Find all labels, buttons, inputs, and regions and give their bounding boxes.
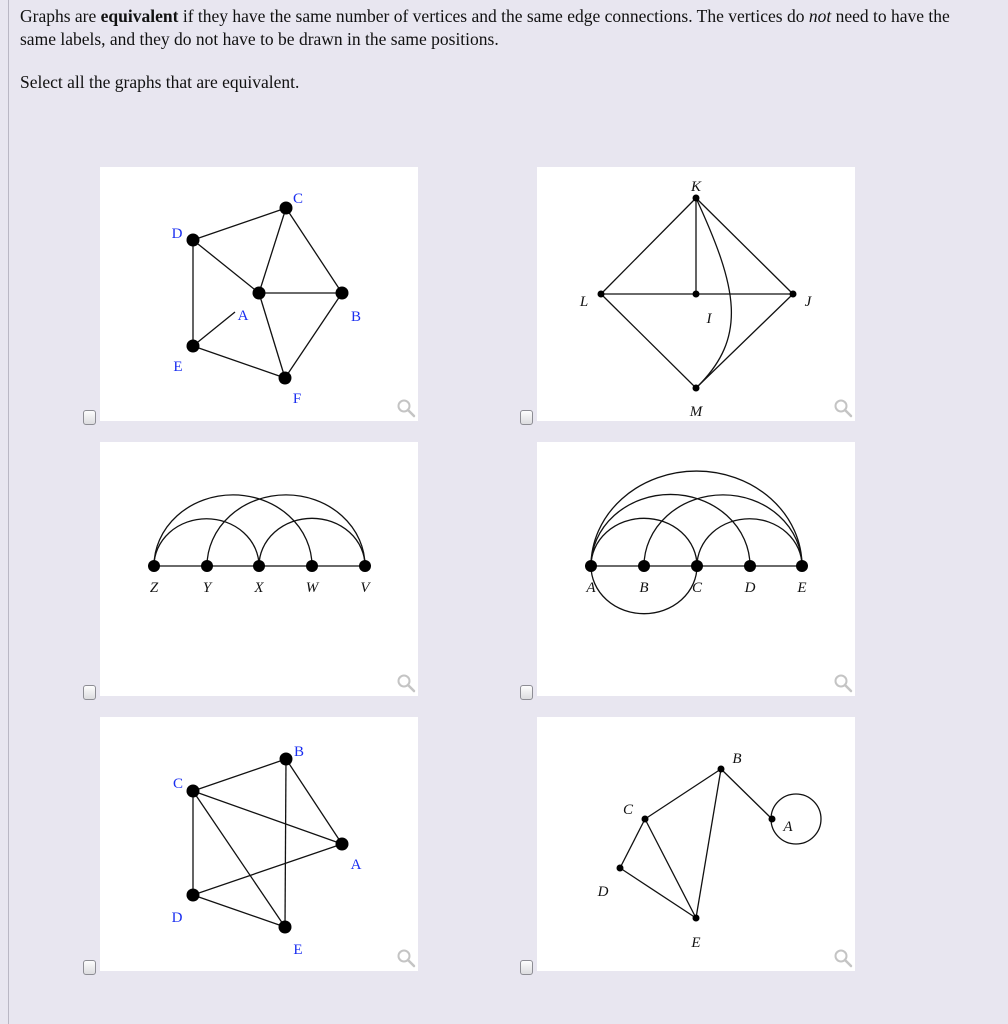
vertex-B [718,766,725,773]
vertex-C [642,816,649,823]
edge-A-F [259,293,285,378]
edge-B-E [285,759,286,927]
vertex-label-E: E [797,580,807,596]
edge-C-B [286,208,342,293]
vertex-label-C: C [172,776,184,792]
vertex-label-A: A [237,308,249,324]
vertex-label-B: B [732,751,742,767]
bold-term: equivalent [100,6,179,26]
vertex-label-V: V [360,580,370,596]
vertex-label-L: L [579,294,589,310]
vertex-label-A: A [783,819,793,835]
edge-A-A [771,794,821,844]
graph-6-checkbox[interactable] [520,960,533,975]
vertex-D [187,234,200,247]
vertex-label-A: A [350,857,362,873]
edge-C-B [645,769,721,819]
vertex-label-I: I [706,311,712,327]
vertex-C [280,202,293,215]
graph-3-image [100,442,418,696]
vertex-D [744,560,756,572]
edge-B-A [721,769,772,819]
vertex-B [336,287,349,300]
vertex-E [187,340,200,353]
edge-C-A [193,791,342,844]
edge-D-C [193,208,286,240]
vertex-W [306,560,318,572]
edge-D-A [193,240,259,293]
vertex-label-C: C [691,580,703,596]
edge-C-E [193,791,285,927]
edge-Z-W [154,495,312,566]
vertex-label-W: W [305,580,319,596]
graph-3-checkbox[interactable] [83,685,96,700]
vertex-Y [201,560,213,572]
vertex-M [693,385,700,392]
graph-6-image [537,717,855,971]
question-prompt [20,5,990,94]
italic-term: not [808,6,832,26]
vertex-I [693,291,700,298]
edge-Y-V [207,495,365,566]
vertex-J [790,291,797,298]
vertex-label-Y: Y [202,580,212,596]
vertex-D [617,865,624,872]
graph-drawing [537,442,855,696]
graph-5-image [100,717,418,971]
vertex-A [253,287,266,300]
edge-B-A [286,759,342,844]
vertex-label-X: X [254,580,264,596]
edge-K-J [696,198,793,294]
text: need to have the same labels, and they do not have to be drawn in the same positions. [20,6,950,49]
vertex-label-D: D [171,226,183,242]
definition-text [20,5,990,51]
magnifier-icon[interactable] [833,948,855,970]
edge-L-M [601,294,696,388]
edge-D-E [193,895,285,927]
vertex-F [279,372,292,385]
vertex-Z [148,560,160,572]
vertex-label-K: K [690,179,702,195]
vertex-label-B: B [639,580,649,596]
vertex-E [693,915,700,922]
vertex-label-Z: Z [149,580,159,596]
graph-drawing [537,167,855,421]
vertex-label-C: C [622,802,634,818]
edge-E-F [193,346,285,378]
graph-drawing [100,717,418,971]
graph-drawing [100,442,418,696]
text: Graphs are [20,6,101,26]
edge-D-E [620,868,696,918]
vertex-label-D: D [171,910,183,926]
edge-K-L [601,198,696,294]
edge-C-A [259,208,286,293]
graph-4-image [537,442,855,696]
vertex-X [253,560,265,572]
vertex-label-F: F [292,391,302,407]
vertex-E [796,560,808,572]
vertex-B [638,560,650,572]
instruction-text: Select all the graphs that are equivalent. [20,72,300,92]
vertex-C [691,560,703,572]
vertex-A [585,560,597,572]
graph-4-checkbox[interactable] [520,685,533,700]
edge-E-A [193,312,235,346]
text: if they have the same number of vertices and the same edge connections. The vertices do [178,6,809,26]
vertex-A [769,816,776,823]
magnifier-icon[interactable] [833,673,855,695]
graph-drawing [100,167,418,421]
graph-1-image [100,167,418,421]
left-border [8,0,9,1024]
edge-C-B [193,759,286,791]
vertex-E [279,921,292,934]
magnifier-icon[interactable] [396,673,418,695]
vertex-L [598,291,605,298]
vertex-B [280,753,293,766]
vertex-label-D: D [744,580,756,596]
vertex-A [336,838,349,851]
edge-B-F [285,293,342,378]
edge-J-M [696,294,793,388]
edge-A-E [591,471,802,566]
vertex-label-B: B [293,744,305,760]
graph-2-checkbox[interactable] [520,410,533,425]
edge-B-E [696,769,721,918]
edge-C-D [620,819,645,868]
vertex-label-J: J [804,294,812,310]
edge-Z-X [154,519,259,566]
vertex-label-A: A [586,580,596,596]
magnifier-icon[interactable] [396,948,418,970]
vertex-C [187,785,200,798]
vertex-label-E: E [691,935,701,951]
magnifier-icon[interactable] [833,398,855,420]
vertex-K [693,195,700,202]
edge-D-A [193,844,342,895]
vertex-label-E: E [173,359,183,375]
vertex-V [359,560,371,572]
vertex-D [187,889,200,902]
graph-drawing [537,717,855,971]
vertex-label-C: C [292,191,304,207]
graph-1-checkbox[interactable] [83,410,96,425]
vertex-label-M: M [689,404,703,420]
graph-5-checkbox[interactable] [83,960,96,975]
graph-2-image [537,167,855,421]
vertex-label-D: D [597,884,609,900]
magnifier-icon[interactable] [396,398,418,420]
vertex-label-B: B [350,309,362,325]
edge-C-E [645,819,696,918]
vertex-label-E: E [293,942,303,958]
